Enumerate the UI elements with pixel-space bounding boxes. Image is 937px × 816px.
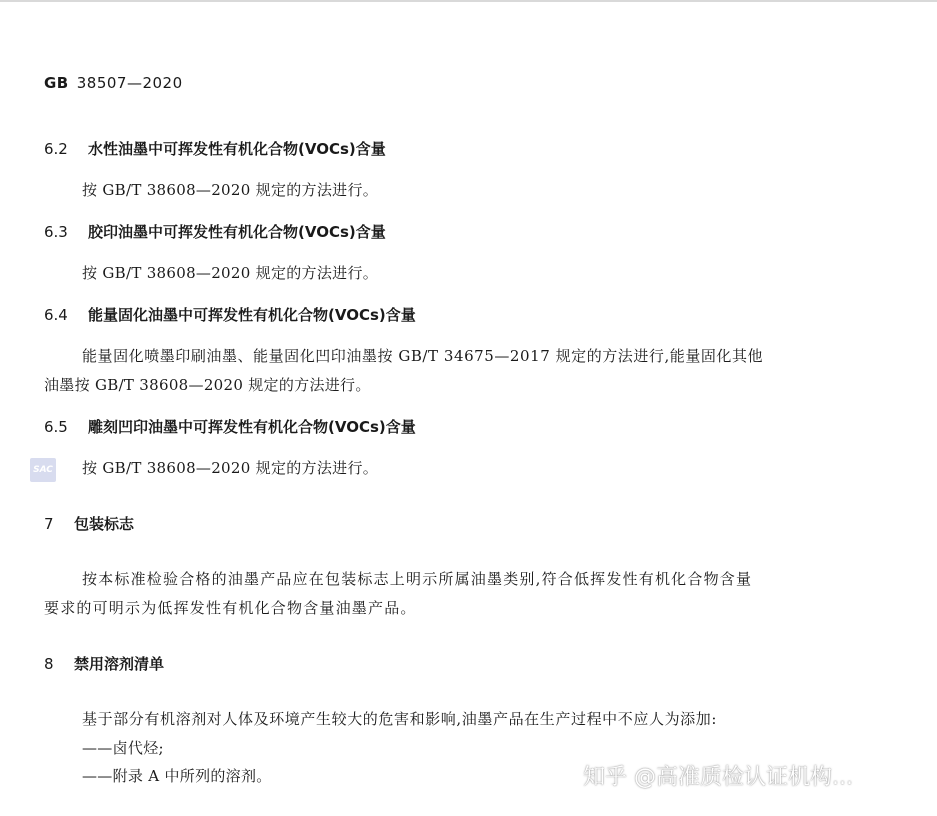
section-title: 雕刻凹印油墨中可挥发性有机化合物(VOCs)含量 — [88, 418, 416, 436]
section-heading-8 — [44, 653, 164, 674]
section-body-line: 按 GB/T 38608—2020 规定的方法进行。 — [82, 181, 379, 199]
section-body-line: 基于部分有机溶剂对人体及环境产生较大的危害和影响,油墨产品在生产过程中不应人为添加: — [82, 710, 718, 728]
section-heading-6-5 — [44, 416, 416, 437]
section-body-line: 要求的可明示为低挥发性有机化合物含量油墨产品。 — [44, 599, 417, 617]
section-number: 6.2 — [44, 140, 68, 158]
standard-code: GB — [44, 74, 69, 92]
list-item: ——附录 A 中所列的溶剂。 — [82, 767, 272, 785]
section-heading-6-2 — [44, 138, 386, 159]
section-body-line: 油墨按 GB/T 38608—2020 规定的方法进行。 — [44, 376, 371, 394]
section-number: 7 — [44, 515, 54, 533]
section-heading-7 — [44, 513, 134, 534]
section-number: 8 — [44, 655, 54, 673]
section-title: 包装标志 — [74, 515, 135, 533]
page-top-border — [0, 0, 937, 2]
list-item: ——卤代烃; — [82, 739, 164, 757]
section-title: 能量固化油墨中可挥发性有机化合物(VOCs)含量 — [88, 306, 416, 324]
section-heading-6-4 — [44, 304, 416, 325]
section-number: 6.5 — [44, 418, 68, 436]
section-body-line: 按 GB/T 38608—2020 规定的方法进行。 — [82, 459, 379, 477]
standard-header — [44, 74, 183, 92]
section-number: 6.3 — [44, 223, 68, 241]
sac-stamp-logo: SAC — [30, 458, 56, 482]
section-body-line: 能量固化喷墨印刷油墨、能量固化凹印油墨按 GB/T 34675—2017 规定的方法进行,能量固化其他 — [82, 347, 764, 365]
section-heading-6-3 — [44, 221, 386, 242]
section-body-line: 按 GB/T 38608—2020 规定的方法进行。 — [82, 264, 379, 282]
watermark-text: 知乎 @高准质检认证机构... — [583, 765, 853, 790]
section-number: 6.4 — [44, 306, 68, 324]
section-body-line: 按本标准检验合格的油墨产品应在包装标志上明示所属油墨类别,符合低挥发性有机化合物含量 — [82, 570, 753, 588]
section-title: 水性油墨中可挥发性有机化合物(VOCs)含量 — [88, 140, 386, 158]
standard-number: 38507—2020 — [76, 74, 183, 92]
section-title: 胶印油墨中可挥发性有机化合物(VOCs)含量 — [88, 223, 386, 241]
section-title: 禁用溶剂清单 — [74, 655, 165, 673]
